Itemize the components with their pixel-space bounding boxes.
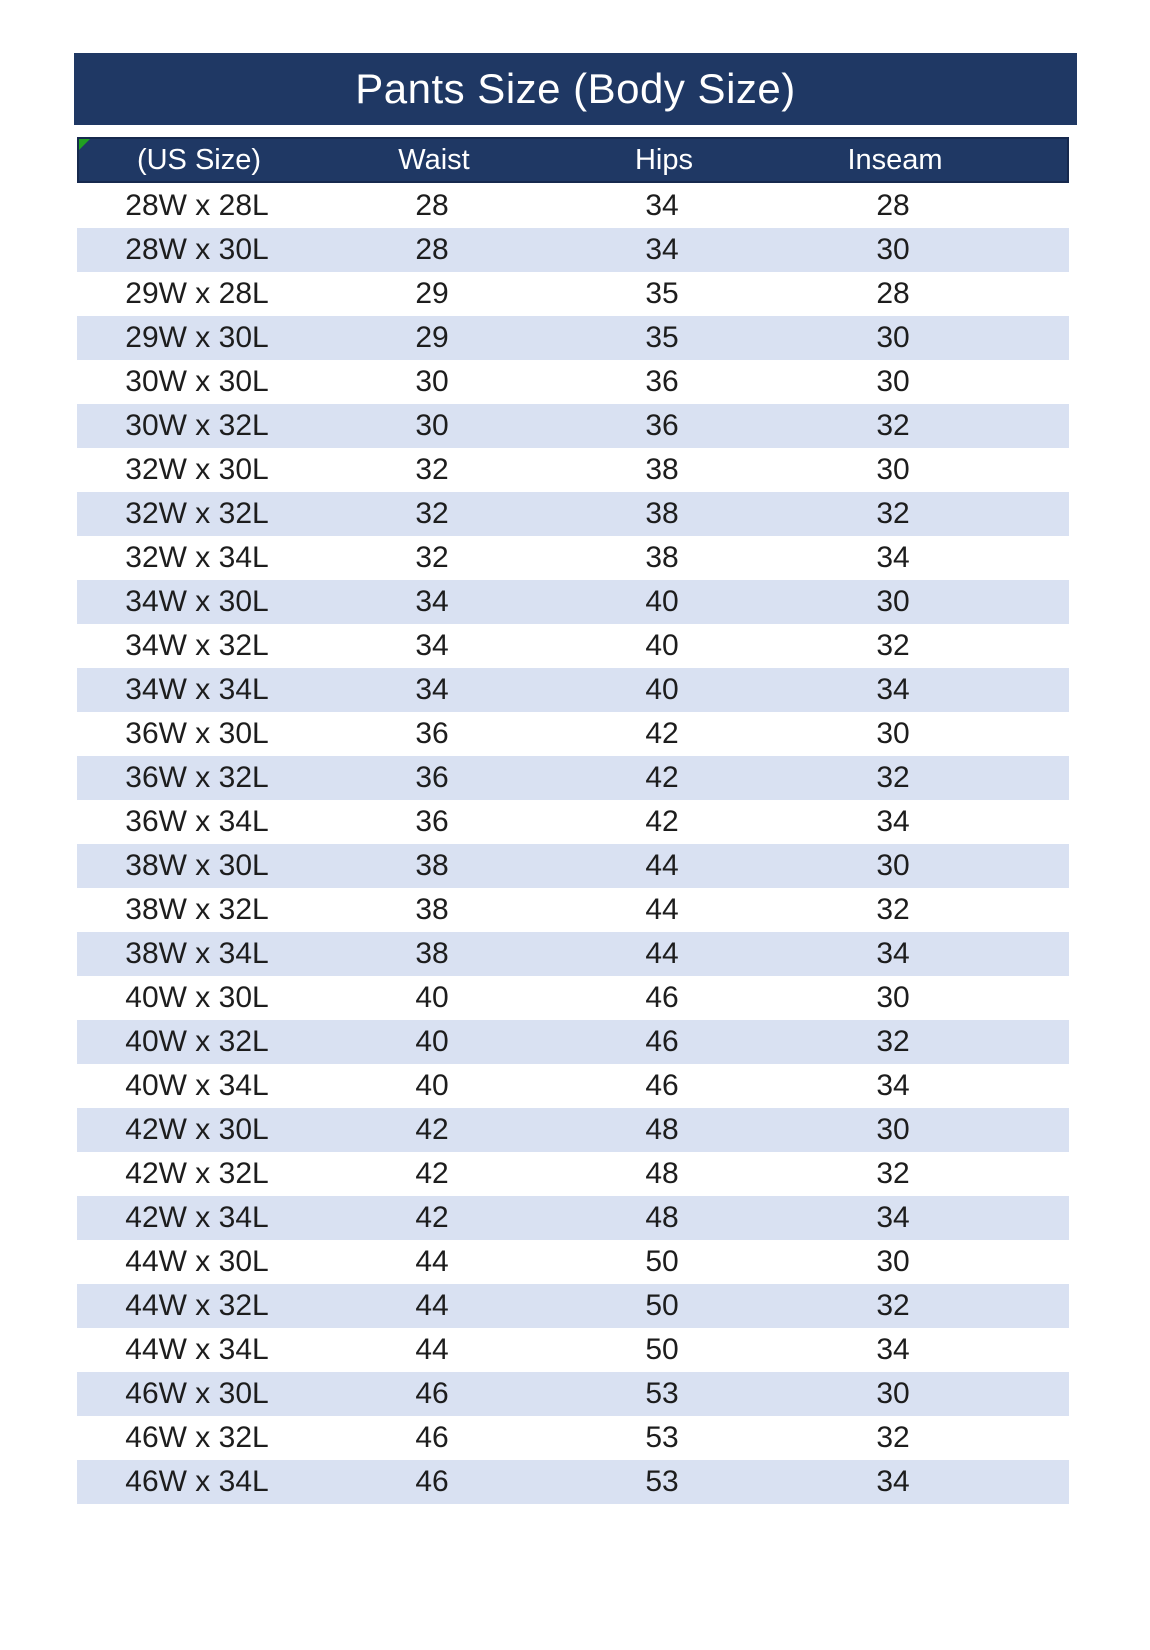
table-row (77, 228, 1069, 272)
waist-cell: 44 (415, 1333, 449, 1366)
us-size-cell: 44W x 30L (125, 1245, 269, 1278)
inseam-cell: 30 (876, 1377, 910, 1410)
us-size-cell: 42W x 30L (125, 1113, 269, 1146)
hips-cell: 38 (645, 541, 679, 574)
us-size-cell: 38W x 30L (125, 849, 269, 882)
column-header-hips: Hips (634, 143, 693, 176)
inseam-cell: 30 (876, 717, 910, 750)
table-row (77, 1328, 1069, 1372)
waist-cell: 38 (415, 849, 449, 882)
column-header-waist: Waist (398, 143, 470, 176)
us-size-cell: 36W x 30L (125, 717, 269, 750)
inseam-cell: 30 (876, 453, 910, 486)
table-body (77, 184, 1069, 1504)
hips-cell: 46 (645, 1025, 679, 1058)
inseam-cell: 32 (876, 761, 910, 794)
waist-cell: 40 (415, 1069, 449, 1102)
waist-cell: 46 (415, 1377, 449, 1410)
inseam-cell: 34 (876, 937, 910, 970)
waist-cell: 42 (415, 1201, 449, 1234)
hips-cell: 38 (645, 497, 679, 530)
inseam-cell: 34 (876, 673, 910, 706)
waist-cell: 29 (415, 321, 449, 354)
table-row (77, 360, 1069, 404)
table-row (77, 580, 1069, 624)
us-size-cell: 46W x 30L (125, 1377, 269, 1410)
table-row (77, 1240, 1069, 1284)
hips-cell: 40 (645, 585, 679, 618)
inseam-cell: 30 (876, 585, 910, 618)
table-row (77, 888, 1069, 932)
excel-error-flag-icon (79, 139, 90, 150)
table-header-row (77, 137, 1069, 183)
table-row (77, 712, 1069, 756)
table-row (77, 1064, 1069, 1108)
table-row (77, 1152, 1069, 1196)
table-row (77, 1020, 1069, 1064)
table-row (77, 932, 1069, 976)
hips-cell: 53 (645, 1377, 679, 1410)
us-size-cell: 40W x 30L (125, 981, 269, 1014)
inseam-cell: 28 (876, 189, 910, 222)
inseam-cell: 32 (876, 893, 910, 926)
us-size-cell: 40W x 32L (125, 1025, 269, 1058)
table-row (77, 1372, 1069, 1416)
us-size-cell: 32W x 34L (125, 541, 269, 574)
inseam-cell: 30 (876, 233, 910, 266)
hips-cell: 34 (645, 233, 679, 266)
waist-cell: 36 (415, 761, 449, 794)
inseam-cell: 32 (876, 409, 910, 442)
us-size-cell: 40W x 34L (125, 1069, 269, 1102)
page-title: Pants Size (Body Size) (355, 65, 796, 112)
waist-cell: 30 (415, 409, 449, 442)
us-size-cell: 34W x 32L (125, 629, 269, 662)
us-size-cell: 28W x 30L (125, 233, 269, 266)
waist-cell: 32 (415, 541, 449, 574)
hips-cell: 42 (645, 805, 679, 838)
us-size-cell: 38W x 32L (125, 893, 269, 926)
table-row (77, 1416, 1069, 1460)
inseam-cell: 34 (876, 1465, 910, 1498)
table-row (77, 404, 1069, 448)
inseam-cell: 30 (876, 849, 910, 882)
table-row (77, 184, 1069, 228)
table-row (77, 668, 1069, 712)
hips-cell: 46 (645, 1069, 679, 1102)
table-row (77, 1108, 1069, 1152)
hips-cell: 50 (645, 1333, 679, 1366)
us-size-cell: 46W x 34L (125, 1465, 269, 1498)
waist-cell: 28 (415, 233, 449, 266)
hips-cell: 35 (645, 321, 679, 354)
us-size-cell: 42W x 32L (125, 1157, 269, 1190)
waist-cell: 40 (415, 1025, 449, 1058)
table-title-bar (74, 53, 1077, 125)
inseam-cell: 32 (876, 1025, 910, 1058)
hips-cell: 44 (645, 937, 679, 970)
table-row (77, 316, 1069, 360)
inseam-cell: 34 (876, 805, 910, 838)
table-row (77, 492, 1069, 536)
inseam-cell: 30 (876, 1245, 910, 1278)
us-size-cell: 42W x 34L (125, 1201, 269, 1234)
hips-cell: 53 (645, 1465, 679, 1498)
waist-cell: 29 (415, 277, 449, 310)
table-row (77, 448, 1069, 492)
waist-cell: 34 (415, 673, 449, 706)
hips-cell: 42 (645, 761, 679, 794)
us-size-cell: 29W x 28L (125, 277, 269, 310)
us-size-cell: 29W x 30L (125, 321, 269, 354)
inseam-cell: 32 (876, 629, 910, 662)
inseam-cell: 34 (876, 1069, 910, 1102)
us-size-cell: 32W x 30L (125, 453, 269, 486)
waist-cell: 44 (415, 1245, 449, 1278)
inseam-cell: 32 (876, 1157, 910, 1190)
hips-cell: 36 (645, 365, 679, 398)
inseam-cell: 32 (876, 1289, 910, 1322)
us-size-cell: 28W x 28L (125, 189, 269, 222)
hips-cell: 50 (645, 1245, 679, 1278)
us-size-cell: 38W x 34L (125, 937, 269, 970)
table-row (77, 1284, 1069, 1328)
column-header-us-size: (US Size) (136, 143, 262, 176)
hips-cell: 48 (645, 1201, 679, 1234)
hips-cell: 40 (645, 629, 679, 662)
inseam-cell: 32 (876, 1421, 910, 1454)
waist-cell: 46 (415, 1421, 449, 1454)
inseam-cell: 32 (876, 497, 910, 530)
inseam-cell: 34 (876, 1333, 910, 1366)
hips-cell: 48 (645, 1113, 679, 1146)
waist-cell: 32 (415, 497, 449, 530)
table-row (77, 800, 1069, 844)
hips-cell: 44 (645, 893, 679, 926)
us-size-cell: 34W x 30L (125, 585, 269, 618)
waist-cell: 38 (415, 893, 449, 926)
waist-cell: 36 (415, 717, 449, 750)
us-size-cell: 30W x 32L (125, 409, 269, 442)
table-row (77, 624, 1069, 668)
table-row (77, 272, 1069, 316)
us-size-cell: 34W x 34L (125, 673, 269, 706)
table-row (77, 844, 1069, 888)
us-size-cell: 44W x 32L (125, 1289, 269, 1322)
hips-cell: 40 (645, 673, 679, 706)
waist-cell: 28 (415, 189, 449, 222)
us-size-cell: 32W x 32L (125, 497, 269, 530)
inseam-cell: 30 (876, 981, 910, 1014)
waist-cell: 30 (415, 365, 449, 398)
hips-cell: 48 (645, 1157, 679, 1190)
hips-cell: 35 (645, 277, 679, 310)
inseam-cell: 28 (876, 277, 910, 310)
waist-cell: 44 (415, 1289, 449, 1322)
hips-cell: 34 (645, 189, 679, 222)
waist-cell: 38 (415, 937, 449, 970)
waist-cell: 42 (415, 1113, 449, 1146)
waist-cell: 34 (415, 585, 449, 618)
inseam-cell: 30 (876, 365, 910, 398)
us-size-cell: 46W x 32L (125, 1421, 269, 1454)
us-size-cell: 36W x 32L (125, 761, 269, 794)
inseam-cell: 34 (876, 1201, 910, 1234)
waist-cell: 42 (415, 1157, 449, 1190)
inseam-cell: 30 (876, 321, 910, 354)
us-size-cell: 36W x 34L (125, 805, 269, 838)
inseam-cell: 34 (876, 541, 910, 574)
table-row (77, 756, 1069, 800)
hips-cell: 44 (645, 849, 679, 882)
waist-cell: 36 (415, 805, 449, 838)
table-row (77, 536, 1069, 580)
hips-cell: 36 (645, 409, 679, 442)
hips-cell: 42 (645, 717, 679, 750)
waist-cell: 34 (415, 629, 449, 662)
waist-cell: 32 (415, 453, 449, 486)
table-row (77, 1196, 1069, 1240)
hips-cell: 46 (645, 981, 679, 1014)
us-size-cell: 44W x 34L (125, 1333, 269, 1366)
waist-cell: 46 (415, 1465, 449, 1498)
table-row (77, 976, 1069, 1020)
table-row (77, 1460, 1069, 1504)
waist-cell: 40 (415, 981, 449, 1014)
hips-cell: 50 (645, 1289, 679, 1322)
us-size-cell: 30W x 30L (125, 365, 269, 398)
column-header-inseam: Inseam (847, 143, 943, 176)
hips-cell: 53 (645, 1421, 679, 1454)
hips-cell: 38 (645, 453, 679, 486)
inseam-cell: 30 (876, 1113, 910, 1146)
